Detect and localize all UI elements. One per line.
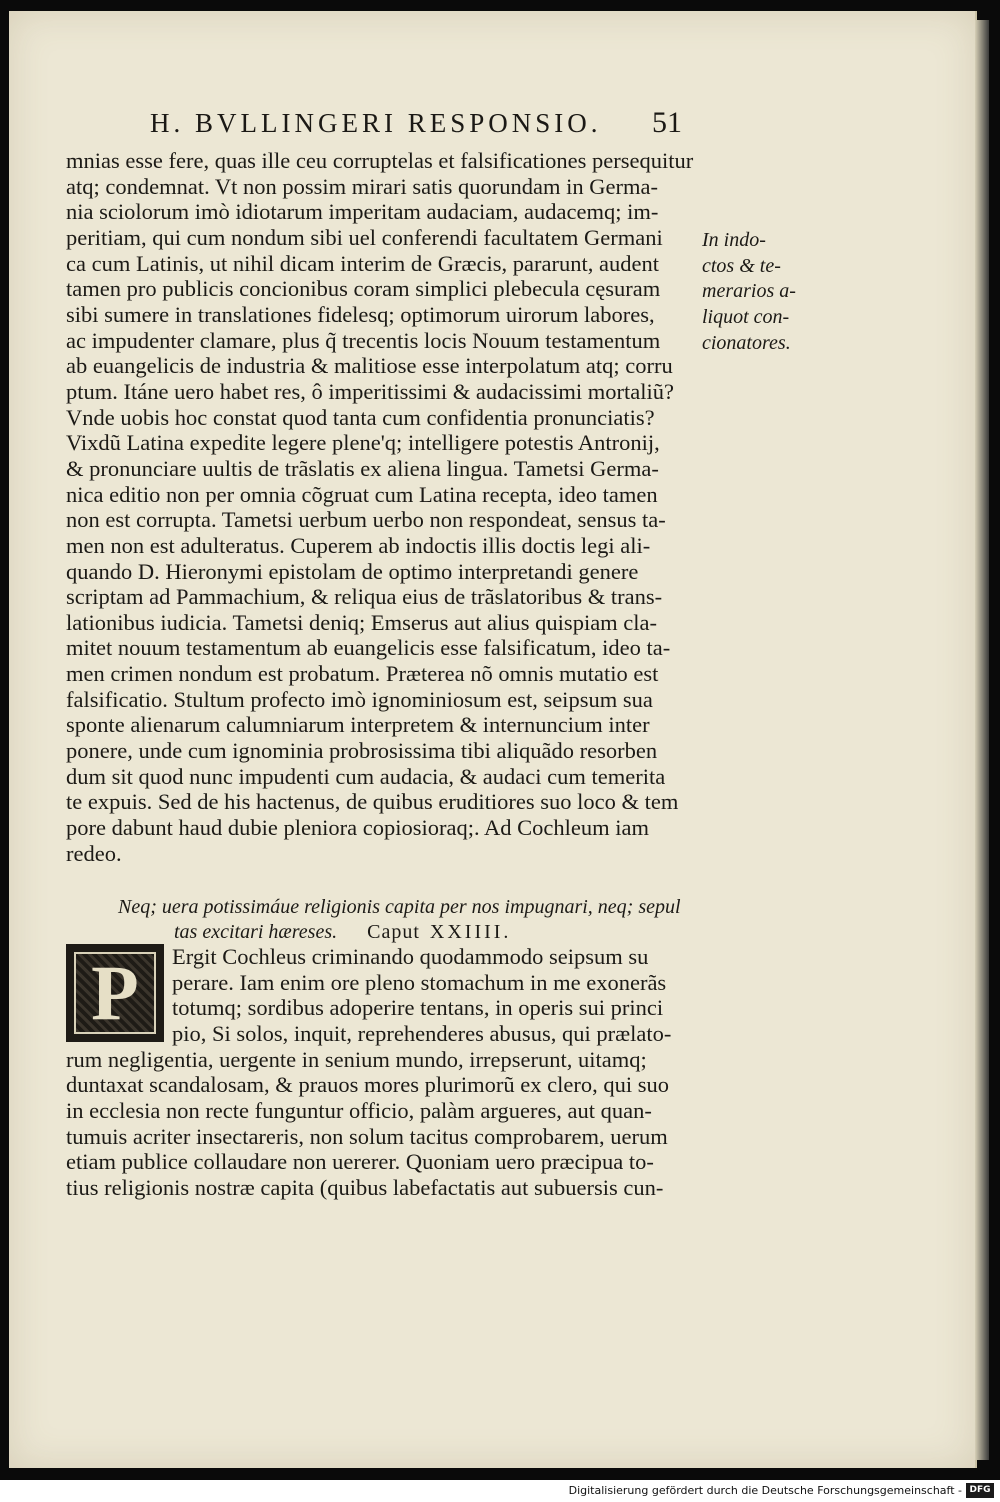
text-line: nia sciolorum imò idiotarum imperitam audaciam, audacemq; im-	[66, 199, 659, 225]
text-line: te expuis. Sed de his hactenus, de quibus eruditiores suo loco & tem	[66, 789, 679, 815]
chapter-text-opening	[172, 944, 698, 1047]
page-edge-shadow	[975, 20, 989, 1460]
running-title: H. BVLLINGERI RESPONSIO.	[150, 108, 602, 138]
text-line: mnias esse fere, quas ille ceu corruptelas et falsificationes persequitur	[66, 148, 694, 173]
text-line: atq; condemnat. Vt non possim mirari satis quorundam in Germa-	[66, 173, 658, 199]
chapter-heading-line	[118, 920, 678, 945]
chapter-text-continuation	[66, 1047, 698, 1201]
text-line: non est corrupta. Tametsi uerbum uerbo non respondeat, sensus ta-	[66, 507, 666, 533]
text-line: Vnde uobis hoc constat quod tanta cum confidentia pronunciatis?	[66, 404, 655, 430]
running-head	[0, 108, 1000, 148]
initial-letter: P	[91, 949, 139, 1036]
text-line: perare. Iam enim ore pleno stomachum in me exonerãs	[172, 969, 667, 995]
text-line: ca cum Latinis, ut nihil dicam interim de Græcis, pararunt, audent	[66, 250, 659, 276]
text-line: lationibus iudicia. Tametsi deniq; Emserus aut alius quispiam cla-	[66, 609, 658, 635]
decorated-initial	[66, 944, 164, 1042]
text-line: men crimen nondum est probatum. Præterea nõ omnis mutatio est	[66, 661, 659, 687]
text-line: merarios a-	[702, 280, 796, 303]
text-line: sponte alienarum calumniarum interpretem & internuncium inter	[66, 712, 650, 738]
text-line: falsificatio. Stultum profecto imò ignominiosum est, seipsum sua	[66, 686, 653, 712]
text-line: & pronunciare uultis de trãslatis ex aliena lingua. Tametsi Germa-	[66, 455, 659, 481]
text-line: liquot con-	[702, 305, 790, 328]
chapter-heading-line: Neq; uera potissimáue religionis capita per nos impugnari, neq; sepul	[118, 896, 681, 918]
text-line: pio, Si solos, inquit, reprehenderes abusus, qui prælato-	[172, 1020, 672, 1046]
digitization-footer	[0, 1480, 1000, 1502]
text-line: in ecclesia non recte funguntur officio, palàm argueres, aut quan-	[66, 1097, 652, 1123]
text-line: Vixdũ Latina expedite legere plene'q; intelligere potestis Antronij,	[66, 430, 660, 456]
text-line: redeo.	[66, 840, 122, 866]
page-number: 51	[652, 106, 682, 139]
text-line: pore dabunt haud dubie pleniora copiosioraq;. Ad Cochleum iam	[66, 815, 649, 841]
text-line: totumq; sordibus adoperire tentans, in operis sui princi	[172, 995, 664, 1021]
text-line: mitet nouum testamentum ab euangelicis esse falsificatum, ideo ta-	[66, 635, 671, 661]
text-line: peritiam, qui cum nondum sibi uel conferendi facultatem Germani	[66, 224, 663, 250]
text-line: scriptam ad Pammachium, & reliqua eius de trãslatoribus & trans-	[66, 584, 663, 610]
text-line: ctos & te-	[702, 254, 781, 277]
text-line: sibi sumere in translationes fidelesq; optimorum uirorum labores,	[66, 301, 655, 327]
marginal-note	[702, 228, 812, 356]
text-line: ab euangelicis de industria & malitiose esse interpolatum atq; corru	[66, 353, 673, 379]
funding-credit: Digitalisierung gefördert durch die Deutsche Forschungsgemeinschaft -	[568, 1484, 962, 1497]
text-line: ponere, unde cum ignominia probrosissima tibi aliquãdo resorben	[66, 738, 658, 764]
chapter-heading	[118, 895, 681, 945]
text-line: cionatores.	[702, 331, 791, 354]
text-line: tumuis acriter insectareris, non solum tacitus comprobarem, uerum	[66, 1123, 668, 1149]
chapter-label: Caput	[367, 921, 420, 943]
dfg-logo: DFG	[966, 1483, 994, 1498]
text-line: rum negligentia, uergente in senium mundo, irrepserunt, uitamq;	[66, 1046, 647, 1072]
text-line: dum sit quod nunc impudenti cum audacia, & audaci cum temerita	[66, 763, 666, 789]
text-line: etiam publice collaudare non uererer. Quoniam uero præcipua to-	[66, 1149, 654, 1175]
text-line: tius religionis nostræ capita (quibus labefactatis aut subuersis cun-	[66, 1174, 664, 1200]
chapter-heading-tail: tas excitari hæreses.	[174, 921, 338, 943]
text-line: Ergit Cochleus criminando quodammodo seipsum su	[172, 944, 649, 969]
text-line: men non est adulteratus. Cuperem ab indoctis illis doctis legi ali-	[66, 532, 651, 558]
text-line: nica editio non per omnia cõgruat cum Latina recepta, ideo tamen	[66, 481, 658, 507]
text-line: ptum. Itáne uero habet res, ô imperitissimi & audacissimi mortaliũ?	[66, 378, 674, 404]
main-text-block	[66, 148, 698, 866]
text-line: quando D. Hieronymi epistolam de optimo interpretandi genere	[66, 558, 639, 584]
text-line: ac impudenter clamare, plus q̃ trecentis locis Nouum testamentum	[66, 327, 661, 353]
text-line: tamen pro publicis concionibus coram simplici plebecula cęsuram	[66, 276, 661, 302]
chapter-number: XXIIII.	[429, 921, 512, 943]
text-line: In indo-	[702, 229, 766, 251]
text-line: duntaxat scandalosam, & prauos mores plurimorũ ex clero, qui suo	[66, 1072, 669, 1098]
